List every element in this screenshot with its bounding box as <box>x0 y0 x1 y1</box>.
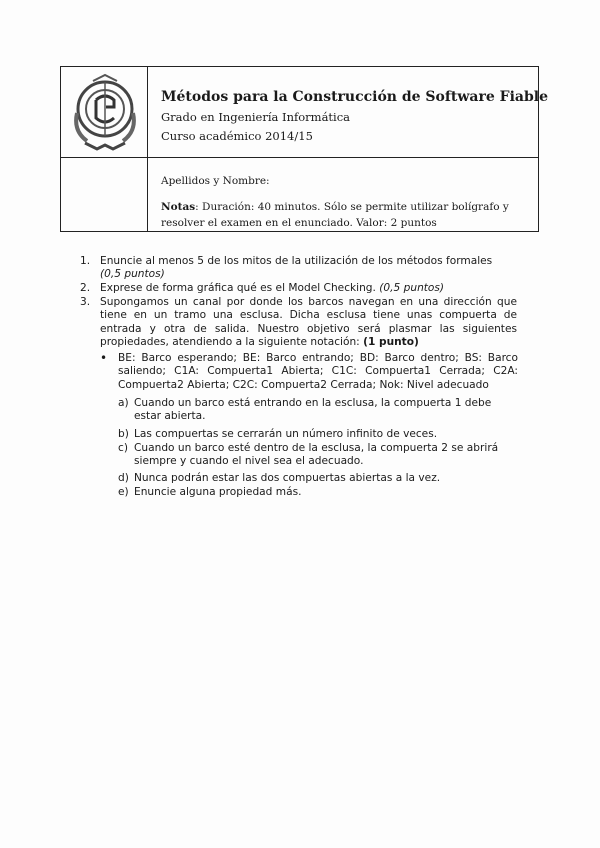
item-d-text: Nunca podrán estar las dos compuertas abiertas a la vez. <box>134 472 441 484</box>
item-b-label: b) <box>118 428 129 440</box>
item-b-text: Las compuertas se cerrarán un número infinito de veces. <box>134 428 438 440</box>
question-3-points: (1 punto) <box>363 336 419 349</box>
notes-text: : Duración: 40 minutos. Sólo se permite utilizar bolígrafo y resolver el examen en el enunciado. Valor: 2 puntos <box>161 201 509 229</box>
exam-notes <box>161 199 531 231</box>
question-1-text: Enuncie al menos 5 de los mitos de la utilización de los métodos formales <box>100 255 493 267</box>
name-field-label: Apellidos y Nombre: <box>161 175 270 187</box>
item-a-text: Cuando un barco está entrando en la esclusa, la compuerta 1 debe estar abierta. <box>134 397 492 423</box>
item-a-label: a) <box>118 397 129 409</box>
item-e-text: Enuncie alguna propiedad más. <box>134 486 302 498</box>
university-seal-icon <box>67 73 143 153</box>
header-divider-vertical <box>147 67 148 231</box>
item-c-label: c) <box>118 442 128 454</box>
question-2-number: 2. <box>80 282 91 294</box>
question-3 <box>100 296 517 350</box>
question-1-number: 1. <box>80 255 91 267</box>
question-1-points: (0,5 puntos) <box>100 268 165 281</box>
item-d-label: d) <box>118 472 129 484</box>
notation-list: BE: Barco esperando; BE: Barco entrando; BD: Barco dentro; BS: Barco saliendo; C1A: Compuerta1 Abierta; C1C: Compuerta1 Cerrada; C2A: Compuerta2 Abierta; C2C: Compuerta2 Cerrada; Nok: Nivel adecuado <box>118 352 518 391</box>
course-title: Métodos para la Construcción de Software Fiable <box>161 89 548 105</box>
degree-name: Grado en Ingeniería Informática <box>161 110 351 124</box>
notes-label: Notas <box>161 201 196 213</box>
header-divider-horizontal <box>61 157 538 158</box>
question-3-number: 3. <box>80 296 91 308</box>
question-2-points: (0,5 puntos) <box>379 282 445 294</box>
question-2 <box>100 282 525 295</box>
item-c-text: Cuando un barco esté dentro de la esclusa, la compuerta 2 se abrirá siempre y cuando el nivel sea el adecuado. <box>134 442 499 468</box>
question-2-text: Exprese de forma gráfica qué es el Model Checking. <box>100 282 376 294</box>
item-e-label: e) <box>118 486 129 498</box>
question-1 <box>100 255 525 282</box>
question-3-text: Supongamos un canal por donde los barcos navegan en una dirección que tiene en un tramo una esclusa. Dicha esclusa tiene unas compuerta de entrada y otra de salida. Nuestro objetivo será plasmar las siguientes propiedades, atendiendo a la siguiente notación: <box>100 296 517 349</box>
academic-year: Curso académico 2014/15 <box>161 129 313 143</box>
bullet-icon: • <box>100 351 108 365</box>
header-table <box>60 66 548 232</box>
